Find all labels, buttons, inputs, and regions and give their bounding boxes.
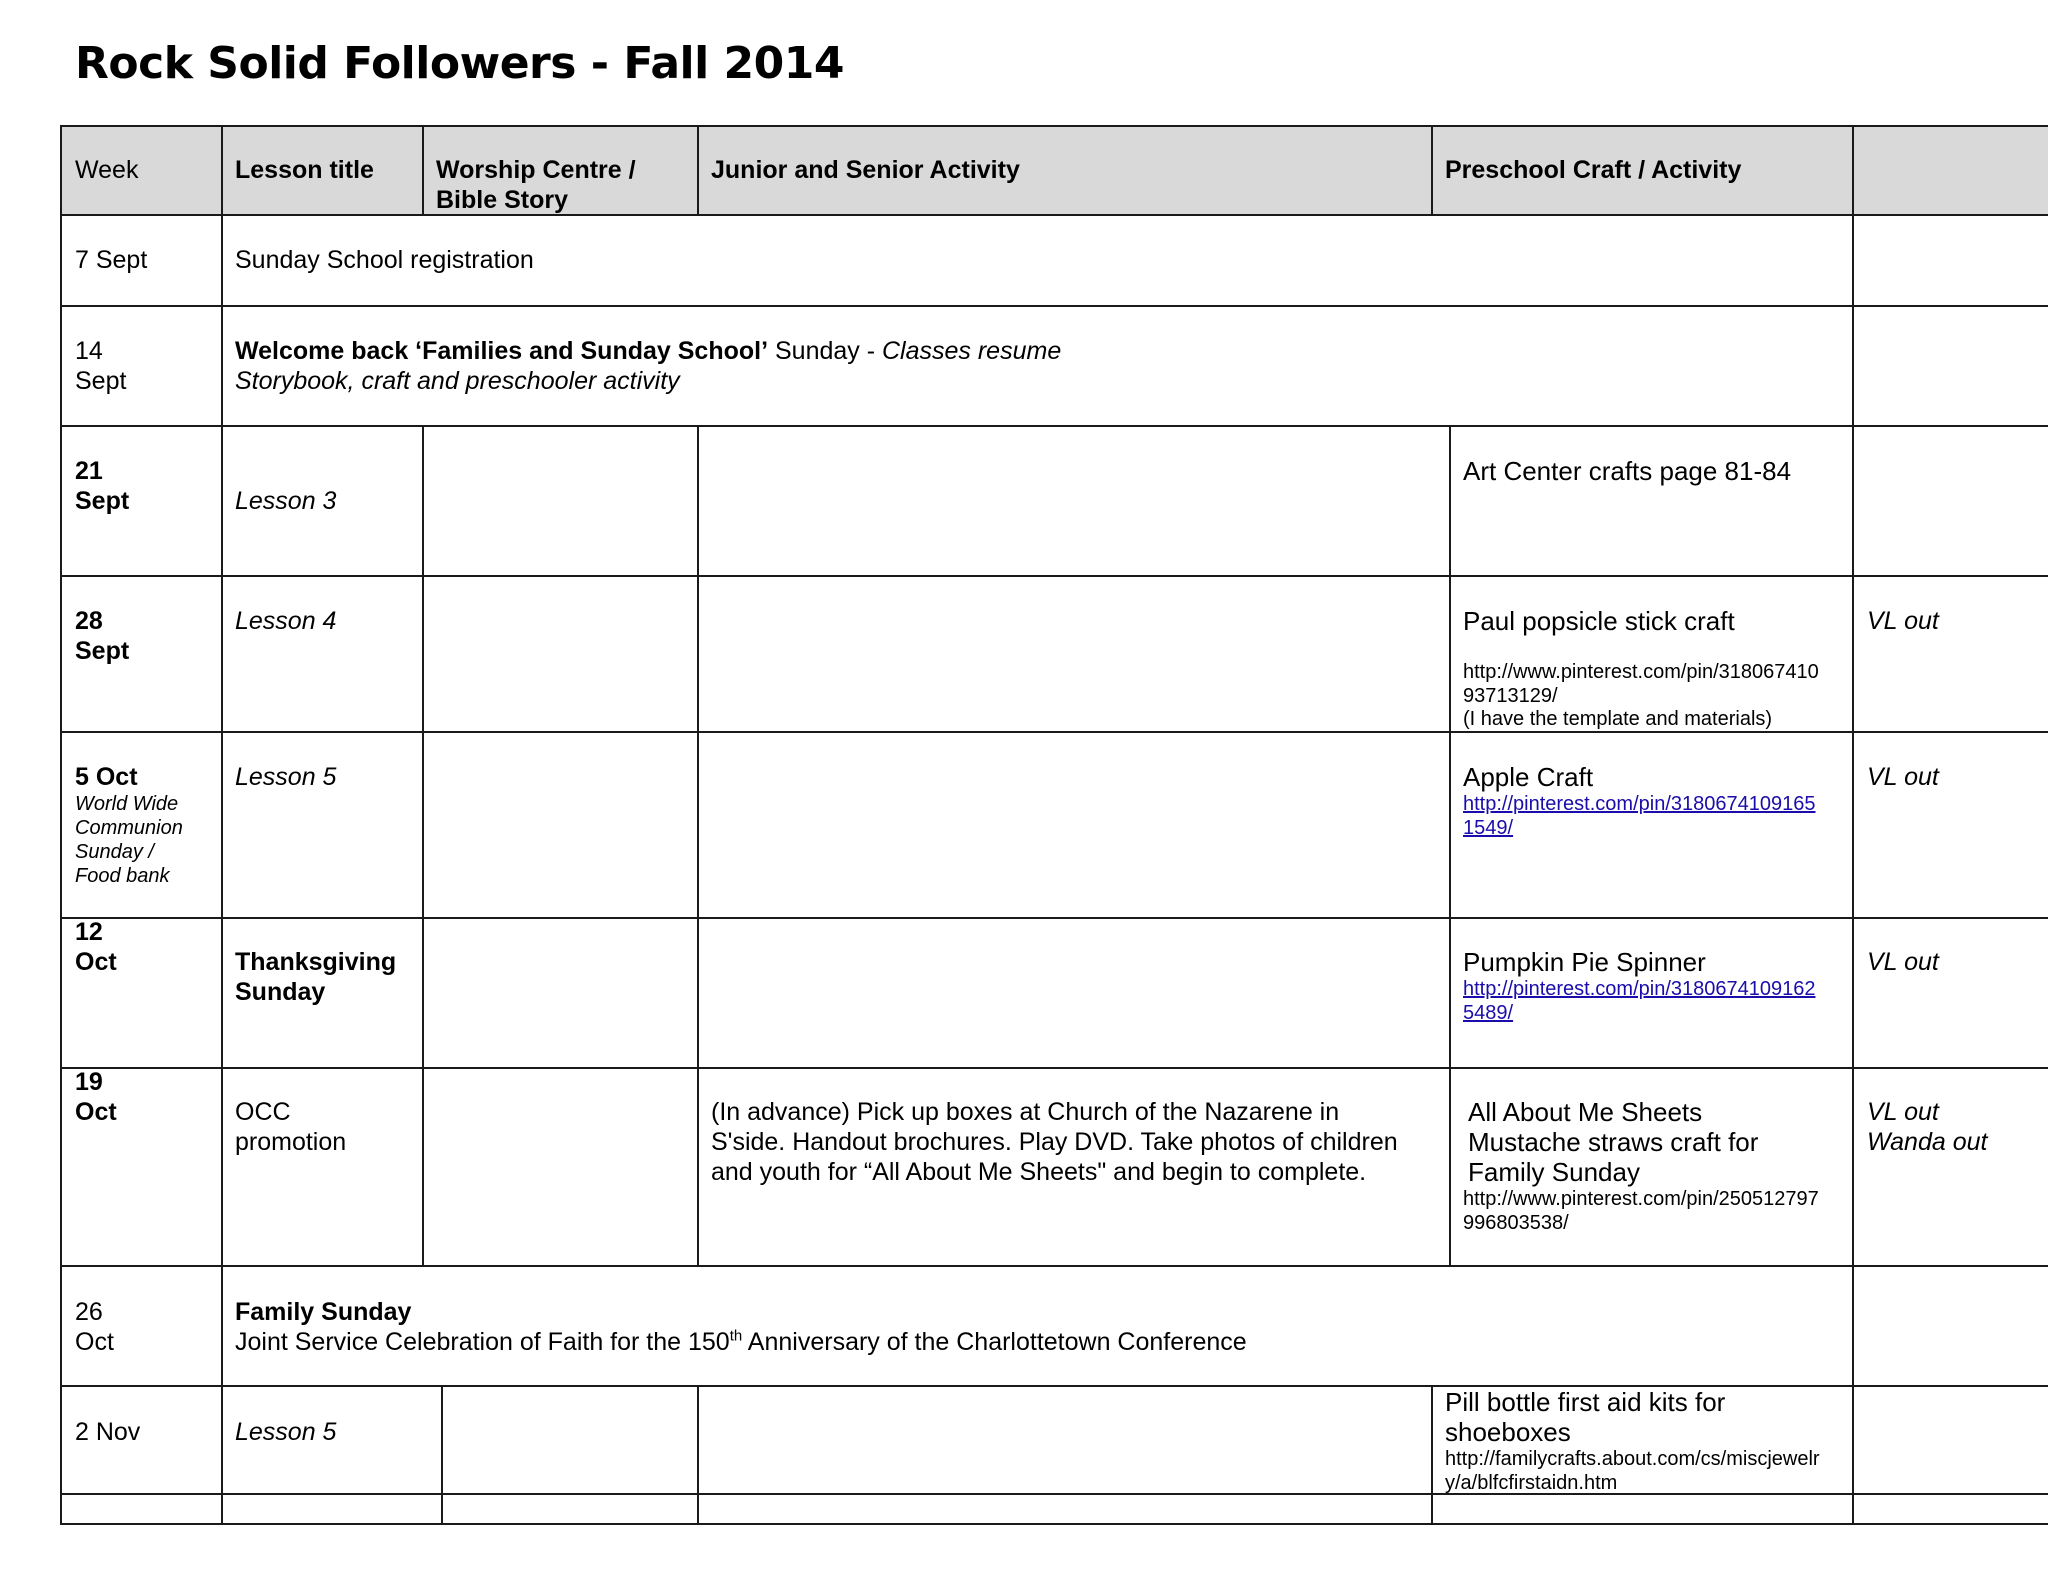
craft-note: (I have the template and materials) bbox=[1463, 708, 1773, 730]
header-week: Week bbox=[75, 156, 139, 184]
notes-cell: VL out bbox=[1867, 607, 1939, 635]
junior-senior-activity: (In advance) Pick up boxes at Church of the Nazarene in S'side. Handout brochures. Play DVD. Take photos of children and youth for “All About Me Sheets" and begin to complete. bbox=[711, 1098, 1398, 1186]
lesson-title: OCC promotion bbox=[235, 1098, 347, 1156]
week-cell: 5 Oct bbox=[75, 763, 138, 791]
craft-link[interactable] bbox=[1463, 792, 1815, 840]
craft-url: http://www.pinterest.com/pin/250512797 996803538/ bbox=[1463, 1188, 1819, 1234]
week-cell: 19 Oct bbox=[75, 1068, 117, 1126]
classes-resume-text: Classes resume bbox=[882, 337, 1062, 365]
lesson-title: Thanksgiving Sunday bbox=[235, 948, 397, 1006]
craft-url: http://www.pinterest.com/pin/318067410 93713129/ bbox=[1463, 661, 1819, 707]
craft-link-text[interactable]: http://pinterest.com/pin/3180674109165 1549/ bbox=[1463, 793, 1816, 839]
welcome-back-text: Welcome back ‘Families and Sunday School’ bbox=[235, 337, 769, 365]
week-cell: 7 Sept bbox=[75, 246, 148, 274]
family-sunday-text: Family Sunday bbox=[235, 1298, 412, 1326]
week-cell: 2 Nov bbox=[75, 1418, 141, 1446]
storybook-text: Storybook, craft and preschooler activity bbox=[235, 367, 680, 395]
preschool-activity: Pill bottle first aid kits for shoeboxes bbox=[1445, 1387, 1726, 1447]
ordinal-suffix: th bbox=[729, 1327, 743, 1345]
week-cell: 26 Oct bbox=[75, 1298, 114, 1356]
header-junior-senior-activity: Junior and Senior Activity bbox=[711, 156, 1020, 184]
document-title: Rock Solid Followers - Fall 2014 bbox=[75, 38, 844, 89]
week-cell: 21 Sept bbox=[75, 457, 130, 515]
lesson-title: Lesson 5 bbox=[235, 1418, 337, 1446]
preschool-activity: All About Me Sheets Mustache straws craft for Family Sunday bbox=[1468, 1097, 1759, 1187]
row-content: Sunday School registration bbox=[235, 246, 534, 274]
lesson-title: Lesson 5 bbox=[235, 763, 337, 791]
row-content bbox=[235, 336, 1061, 396]
notes-cell: VL out bbox=[1867, 763, 1939, 791]
week-note: World Wide Communion Sunday / Food bank bbox=[75, 793, 183, 887]
header-worship-centre: Worship Centre / Bible Story bbox=[436, 156, 636, 214]
preschool-activity: Art Center crafts page 81-84 bbox=[1463, 456, 1792, 486]
preschool-activity: Paul popsicle stick craft bbox=[1463, 606, 1735, 636]
sunday-text: Sunday - bbox=[768, 337, 882, 365]
preschool-activity: Apple Craft bbox=[1463, 762, 1594, 792]
notes-cell: VL out Wanda out bbox=[1867, 1098, 1988, 1156]
preschool-activity: Pumpkin Pie Spinner bbox=[1463, 947, 1706, 977]
craft-link-text[interactable]: http://pinterest.com/pin/3180674109162 5489/ bbox=[1463, 978, 1816, 1024]
lesson-title: Lesson 3 bbox=[235, 487, 337, 515]
header-lesson-title: Lesson title bbox=[235, 156, 374, 184]
anniversary-text: Anniversary of the Charlottetown Conference bbox=[742, 1328, 1247, 1356]
week-cell: 28 Sept bbox=[75, 607, 130, 665]
week-cell: 12 Oct bbox=[75, 918, 117, 976]
craft-url: http://familycrafts.about.com/cs/miscjewelr y/a/blfcfirstaidn.htm bbox=[1445, 1448, 1820, 1494]
joint-service-text: Joint Service Celebration of Faith for the 150 bbox=[235, 1328, 730, 1356]
header-preschool-craft: Preschool Craft / Activity bbox=[1445, 156, 1742, 184]
row-content bbox=[235, 1297, 1247, 1357]
craft-link[interactable] bbox=[1463, 977, 1815, 1025]
notes-cell: VL out bbox=[1867, 948, 1939, 976]
lesson-title: Lesson 4 bbox=[235, 607, 337, 635]
week-cell: 14 Sept bbox=[75, 337, 127, 395]
